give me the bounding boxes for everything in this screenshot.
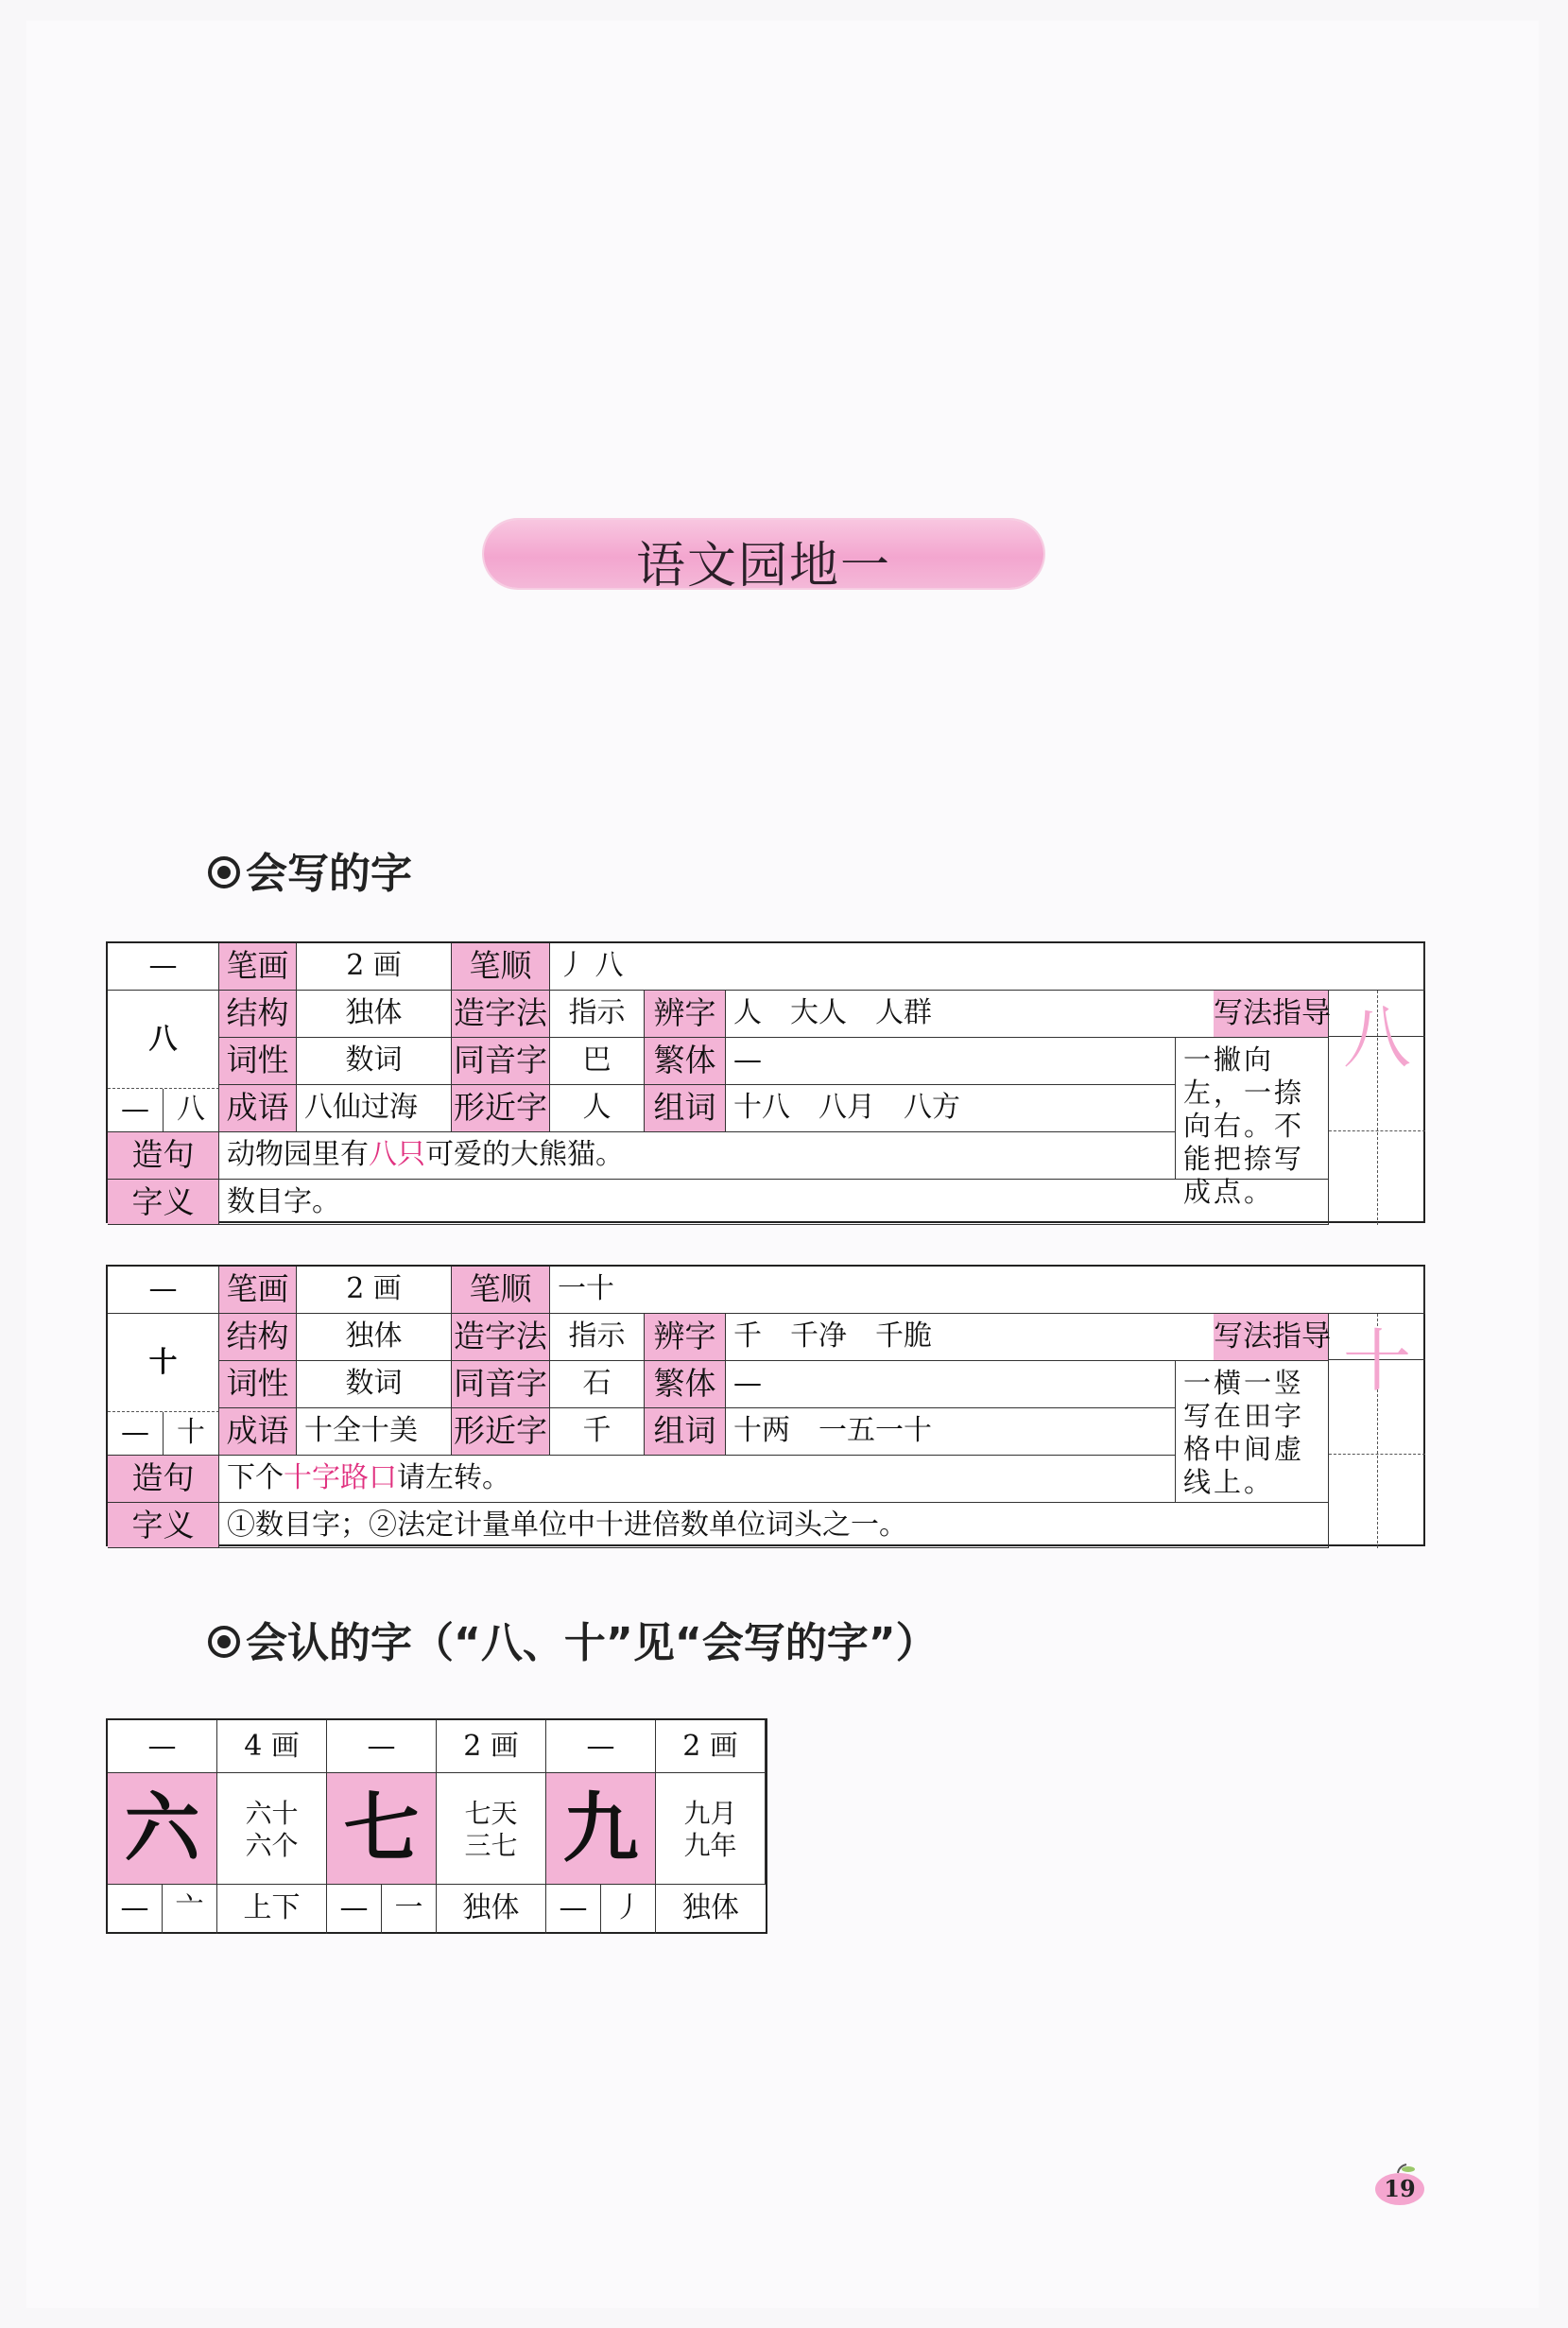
radical-top: — xyxy=(546,1720,656,1773)
stroke-order-value: 一十 xyxy=(550,1267,1425,1314)
sentence-text: 请左转。 xyxy=(397,1461,510,1494)
label-sentence: 造句 xyxy=(108,1132,219,1180)
label-pos: 词性 xyxy=(219,1038,297,1085)
guide-example-character: 八 xyxy=(1342,998,1411,1078)
label-formation: 造字法 xyxy=(452,991,550,1038)
chapter-banner xyxy=(484,520,1043,595)
structure-value: 独体 xyxy=(297,991,452,1038)
homophone-value: 石 xyxy=(550,1361,645,1408)
label-words: 组词 xyxy=(645,1408,726,1456)
structure-value: 独体 xyxy=(682,1891,739,1924)
word-example: 九年 xyxy=(683,1830,737,1861)
stroke-order-value: 丿 八 xyxy=(550,943,1425,991)
label-traditional: 繁体 xyxy=(645,1038,726,1085)
sentence-highlight: 八只 xyxy=(369,1138,425,1171)
label-strokes: 笔画 xyxy=(219,943,297,991)
meaning-value: ①数目字；②法定计量单位中十进倍数单位词头之一。 xyxy=(219,1503,1329,1548)
label-homophone: 同音字 xyxy=(452,1361,550,1408)
word-examples xyxy=(437,1773,546,1885)
label-guide: 写法指导 xyxy=(1214,1314,1329,1361)
label-homophone: 同音字 xyxy=(452,1038,550,1085)
word-example: 六十 xyxy=(245,1798,299,1829)
target-bullet-icon xyxy=(208,856,240,888)
writing-guide-text: 一撇向左，一捺向右。不能把捺写成点。 xyxy=(1176,1038,1329,1180)
word-example: 三七 xyxy=(464,1830,518,1861)
label-order: 笔顺 xyxy=(452,1267,550,1314)
section-heading-write xyxy=(208,839,412,900)
label-sentence: 造句 xyxy=(108,1456,219,1503)
word-example: 六个 xyxy=(245,1830,299,1861)
target-bullet-icon xyxy=(208,1626,240,1658)
strokes-value: 2 画 xyxy=(656,1720,766,1773)
radical-left: — xyxy=(108,1089,164,1132)
label-words: 组词 xyxy=(645,1085,726,1132)
sentence-highlight: 十字路口 xyxy=(284,1461,397,1494)
apple-page-icon xyxy=(1372,2163,1427,2206)
example-sentence xyxy=(219,1132,1176,1180)
big-character: 六 xyxy=(108,1773,217,1885)
words-value: 十两 一五一十 xyxy=(726,1408,1176,1456)
section-title: 会写的字 xyxy=(246,850,412,898)
radical-left: — xyxy=(108,1885,163,1934)
word-examples xyxy=(656,1773,766,1885)
radical-top: — xyxy=(108,1267,219,1314)
word-example: 九月 xyxy=(683,1798,737,1829)
homophone-value: 巴 xyxy=(550,1038,645,1085)
label-order: 笔顺 xyxy=(452,943,550,991)
traditional-value: — xyxy=(726,1038,1176,1085)
sentence-text: 可爱的大熊猫。 xyxy=(425,1138,624,1171)
label-guide: 写法指导 xyxy=(1214,991,1329,1038)
label-meaning: 字义 xyxy=(108,1503,219,1548)
big-character: 九 xyxy=(546,1773,656,1885)
formation-value: 指示 xyxy=(550,1314,645,1361)
page-number: 19 xyxy=(1384,2175,1416,2202)
strokes-value: 4 画 xyxy=(217,1720,327,1773)
sentence-text: 动物园里有 xyxy=(227,1138,369,1171)
radical-left: — xyxy=(327,1885,382,1934)
label-formation: 造字法 xyxy=(452,1314,550,1361)
words-value: 十八 八月 八方 xyxy=(726,1085,1176,1132)
label-distinguish: 辨字 xyxy=(645,991,726,1038)
label-similar: 形近字 xyxy=(452,1408,550,1456)
radical-right: 丿 xyxy=(601,1885,656,1934)
strokes-value: 2 画 xyxy=(297,1267,452,1314)
similar-value: 千 xyxy=(550,1408,645,1456)
radical-right: 十 xyxy=(164,1412,219,1456)
radical-top: — xyxy=(327,1720,437,1773)
chapter-title: 语文园地一 xyxy=(635,538,891,595)
label-idiom: 成语 xyxy=(219,1085,297,1132)
label-structure: 结构 xyxy=(219,1314,297,1361)
word-example: 七天 xyxy=(464,1798,518,1829)
similar-value: 人 xyxy=(550,1085,645,1132)
radical-left: — xyxy=(108,1412,164,1456)
tianzige-practice-grid xyxy=(1329,991,1425,1225)
big-character: 十 xyxy=(108,1314,219,1412)
character-card-shi xyxy=(106,1265,1425,1546)
structure-value: 独体 xyxy=(297,1314,452,1361)
label-traditional: 繁体 xyxy=(645,1361,726,1408)
radical-left: — xyxy=(546,1885,601,1934)
strokes-value: 2 画 xyxy=(437,1720,546,1773)
strokes-value: 2 画 xyxy=(297,943,452,991)
traditional-value: — xyxy=(726,1361,1176,1408)
pos-value: 数词 xyxy=(297,1361,452,1408)
distinguish-value: 人 大人 人群 xyxy=(726,991,1214,1038)
big-character: 七 xyxy=(327,1773,437,1885)
radical-top: — xyxy=(108,943,219,991)
label-strokes: 笔画 xyxy=(219,1267,297,1314)
idiom-value: 十全十美 xyxy=(297,1408,452,1456)
structure-value: 独体 xyxy=(437,1885,546,1934)
sentence-text: 下个 xyxy=(227,1461,284,1494)
radical-top: — xyxy=(108,1720,217,1773)
character-card-ba xyxy=(106,941,1425,1223)
label-structure: 结构 xyxy=(219,991,297,1038)
tianzige-practice-grid xyxy=(1329,1314,1425,1548)
writing-guide-text: 一横一竖写在田字格中间虚线上。 xyxy=(1176,1361,1329,1503)
section-heading-read xyxy=(208,1609,938,1669)
label-pos: 词性 xyxy=(219,1361,297,1408)
big-character: 八 xyxy=(108,991,219,1089)
word-examples xyxy=(217,1773,327,1885)
idiom-value: 八仙过海 xyxy=(297,1085,452,1132)
label-distinguish: 辨字 xyxy=(645,1314,726,1361)
pos-value: 数词 xyxy=(297,1038,452,1085)
structure-value: 上下 xyxy=(217,1885,327,1934)
section-title: 会认的字（“八、十”见“会写的字”） xyxy=(246,1619,938,1667)
distinguish-value: 千 千净 千脆 xyxy=(726,1314,1214,1361)
guide-example-character: 十 xyxy=(1342,1321,1411,1401)
radical-right: 亠 xyxy=(163,1885,217,1934)
example-sentence xyxy=(219,1456,1176,1503)
label-meaning: 字义 xyxy=(108,1180,219,1225)
radical-right: 一 xyxy=(382,1885,437,1934)
formation-value: 指示 xyxy=(550,991,645,1038)
label-idiom: 成语 xyxy=(219,1408,297,1456)
recognize-table xyxy=(106,1718,767,1934)
radical-right: 八 xyxy=(164,1089,219,1132)
label-similar: 形近字 xyxy=(452,1085,550,1132)
meaning-value: 数目字。 xyxy=(219,1180,1329,1225)
